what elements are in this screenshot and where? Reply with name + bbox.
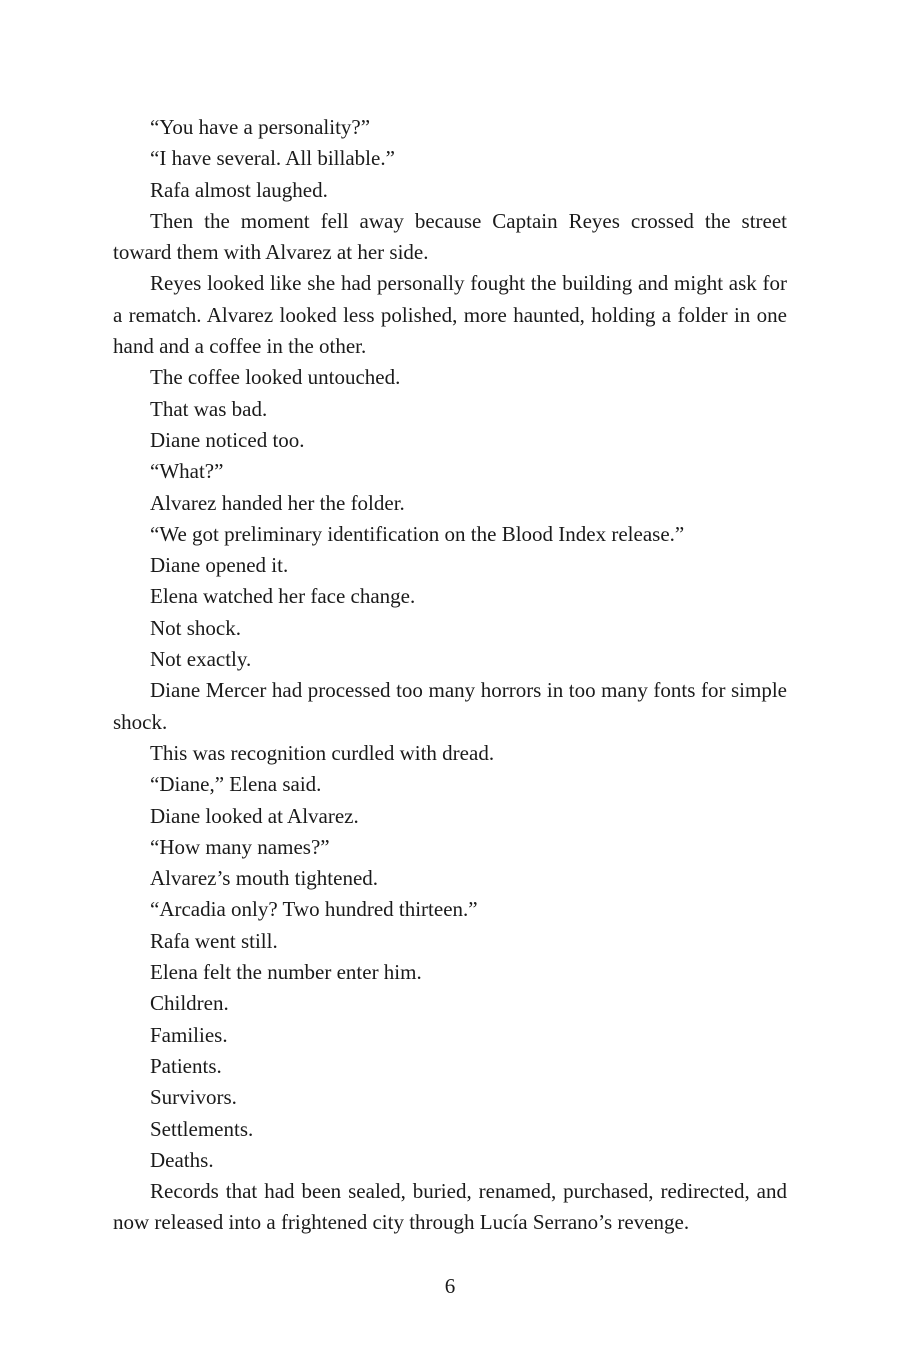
paragraph: Diane opened it.: [150, 553, 289, 578]
paragraph: Children.: [150, 991, 229, 1016]
paragraph: Not exactly.: [150, 647, 252, 672]
paragraph: Records that had been sealed, buried, renamed, purchased, redirected, and now released into a frightened city through Lucía Serrano’s revenge.: [113, 1179, 787, 1235]
paragraph: This was recognition curdled with dread.: [150, 740, 495, 765]
paragraph: “How many names?”: [150, 834, 330, 859]
paragraph: Reyes looked like she had personally fought the building and might ask for a rematch. Alvarez looked less polished, more haunted, holding a folder in one hand and a coffee in the other.: [113, 271, 787, 359]
paragraph: Then the moment fell away because Captain Reyes crossed the street toward them with Alvarez at her side.: [113, 208, 787, 265]
paragraph: “I have several. All billable.”: [150, 146, 395, 171]
paragraph: Elena felt the number enter him.: [150, 960, 422, 985]
paragraph: Families.: [150, 1022, 228, 1047]
paragraph: “We got preliminary identification on the Blood Index release.”: [150, 521, 685, 546]
page-number: 6: [444, 1274, 456, 1298]
paragraph: The coffee looked untouched.: [150, 365, 401, 390]
paragraph: Patients.: [150, 1053, 222, 1078]
paragraph: Rafa went still.: [150, 928, 278, 953]
paragraph: Diane noticed too.: [150, 427, 305, 452]
body-text: [113, 112, 787, 1239]
paragraph: Diane looked at Alvarez.: [150, 803, 359, 828]
paragraph: Survivors.: [150, 1085, 237, 1110]
paragraph: Alvarez’s mouth tightened.: [150, 866, 379, 891]
paragraph: Deaths.: [150, 1147, 214, 1172]
paragraph: Diane Mercer had processed too many horrors in too many fonts for simple shock.: [113, 678, 787, 734]
paragraph: That was bad.: [150, 396, 268, 421]
paragraph: Elena watched her face change.: [150, 584, 416, 609]
paragraph: Rafa almost laughed.: [150, 177, 328, 202]
paragraph: “You have a personality?”: [150, 115, 371, 139]
paragraph: “What?”: [150, 459, 224, 484]
paragraph: “Diane,” Elena said.: [150, 772, 322, 797]
paragraph: “Arcadia only? Two hundred thirteen.”: [150, 897, 478, 922]
paragraph: Settlements.: [150, 1116, 254, 1141]
paragraph: Alvarez handed her the folder.: [150, 490, 405, 515]
paragraph: Not shock.: [150, 615, 241, 640]
